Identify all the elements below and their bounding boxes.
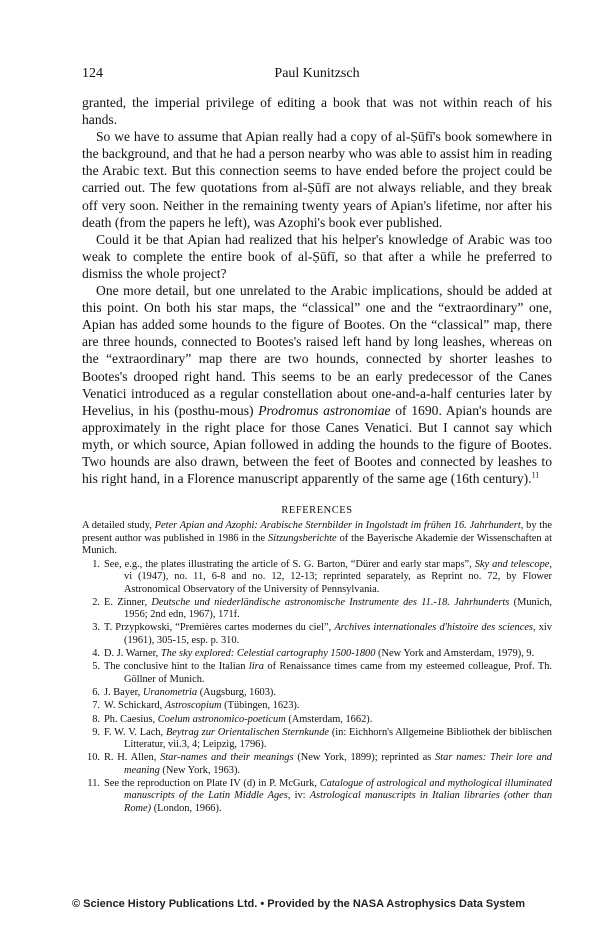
text-run: , iv: <box>287 790 310 802</box>
text-run: F. W. V. Lach, <box>104 726 166 738</box>
reference-item <box>82 648 552 660</box>
work-title: Star names: Their lore and meaning <box>124 752 552 776</box>
work-title: Catalogue of astrological and mythological illuminated manuscripts of the Latin Middle Ages <box>124 778 552 802</box>
text-run: , vi (1947), no. 11, 6-8 and no. 12, 12-13; reprinted separately, as Reprint no. 72, by Flower Astronomical Observatory of the University of Pennsylvania. <box>124 559 553 595</box>
text-run: See, e.g., the plates illustrating the article of S. G. Barton, “Dürer and early star maps”, <box>104 559 475 570</box>
paragraph: So we have to assume that Apian really had a copy of al-Ṣūfī's book somewhere in the background, and that he had a person nearby who was able to assist him in reading the Arabic text. But this connection seems to have ended before the project could be carried out. The few quotations from al-Ṣūfī are not always reliable, and they break off very soon. Neither in the remaining twenty years of Apian's lifetime, nor after his death (from the papers he left), was Azophi's book ever published. <box>82 129 552 230</box>
text-run: of the Bayerische Akademie der Wissenschaften at Munich. <box>82 532 552 557</box>
text-run: A detailed study, <box>82 520 155 531</box>
reference-text <box>104 648 552 660</box>
reference-text <box>104 687 552 699</box>
reference-number: 8. <box>92 713 100 725</box>
page-number: 124 <box>82 66 103 81</box>
paragraph <box>82 282 552 487</box>
reference-item <box>82 714 552 726</box>
reference-number: 3. <box>92 622 100 634</box>
text-run: J. Bayer, <box>104 686 143 698</box>
reference-text <box>104 714 552 726</box>
paragraph: Could it be that Apian had realized that his helper's knowledge of Arabic was too weak to complete the entire book of al-Ṣūfī, so that after a while he preferred to dismiss the whole project? <box>82 231 552 281</box>
text-run: (Amsterdam, 1662). <box>285 713 373 725</box>
work-title: Astrological manuscripts in Italian libraries (other than Rome) <box>124 790 553 814</box>
text-run: The conclusive hint to the Italian <box>104 661 249 673</box>
reference-text <box>104 597 552 622</box>
text-run: R. H. Allen, <box>104 752 161 764</box>
journal-title: Sitzungsberichte <box>267 532 337 544</box>
text-run: (Munich, 1956; 2nd edn, 1967), 171f. <box>124 596 552 621</box>
work-title: Beytrag zur Orientalischen Sternkunde <box>165 726 330 738</box>
reference-item <box>82 778 552 815</box>
reference-number: 11. <box>87 778 100 790</box>
reference-number: 6. <box>92 686 100 698</box>
book-title: Prodromus astronomiae <box>258 402 391 418</box>
reference-number: 5. <box>92 661 100 673</box>
text-run: D. J. Warner, <box>104 648 161 660</box>
work-title: Uranometria <box>142 686 198 698</box>
reference-text <box>104 778 552 815</box>
running-header <box>82 66 552 84</box>
reference-number: 2. <box>92 596 100 608</box>
reference-number: 7. <box>92 700 100 712</box>
reference-text <box>104 559 552 596</box>
reference-item <box>82 559 552 596</box>
work-title: Star-names and their meanings <box>160 752 294 764</box>
work-title: lira <box>248 661 264 673</box>
reference-text <box>104 700 552 712</box>
body-text <box>82 94 552 487</box>
work-title: Archives internationales d'histoire des sciences <box>334 622 533 634</box>
footnote-marker: 11 <box>531 470 540 480</box>
text-run: See the reproduction on Plate IV (d) in P. McGurk, <box>104 778 320 790</box>
reference-item <box>82 687 552 699</box>
work-title: Coelum astronomico-poeticum <box>157 713 286 725</box>
reference-list <box>82 559 552 816</box>
reference-text <box>104 752 552 777</box>
text-run: (in: Eichhorn's Allgemeine Bibliothek der biblischen Litteratur, vii.3, 4; Leipzig, 1796). <box>124 726 553 751</box>
reference-item <box>82 597 552 622</box>
reference-item <box>82 752 552 777</box>
work-title: The sky explored: Celestial cartography 1500-1800 <box>160 648 376 660</box>
work-title: Deutsche und niederländische astronomische Instrumente des 11.-18. Jahrhunderts <box>151 596 510 608</box>
reference-text <box>104 727 552 752</box>
reference-item <box>82 622 552 647</box>
text-run: of Renaissance times came from my esteemed colleague, Prof. Th. Göllner of Munich. <box>124 661 553 685</box>
text-run: of 1690. Apian's hounds are approximately in the right place for those Canes Venatici. But I cannot say which myth, or which source, Apian followed in adding the hounds to the figure of Bootes. Two hounds are also drawn, between the feet of Bootes and connected by leashes to his right hand, in a Florence manuscript apparently of the same age (16th century). <box>82 402 552 487</box>
text-run: (New York, 1963). <box>159 764 241 776</box>
text-run: (Augsburg, 1603). <box>197 686 276 698</box>
references-heading: REFERENCES <box>281 505 353 516</box>
footer-credit: © Science History Publications Ltd. • Provided by the NASA Astrophysics Data System <box>71 898 526 910</box>
work-title: Sky and telescope <box>474 559 550 570</box>
paragraph-continued: granted, the imperial privilege of editing a book that was not within reach of his hands. <box>82 95 552 128</box>
reference-item <box>82 727 552 752</box>
work-title: Peter Apian and Azophi: Arabische Sternbilder in Ingolstadt im frühen 16. Jahrhundert <box>154 520 521 531</box>
reference-text <box>104 622 552 647</box>
text-run: , by the present author was published in 1986 in the <box>82 520 552 544</box>
reference-item <box>82 700 552 712</box>
reference-number: 10. <box>87 752 100 764</box>
text-run: Ph. Caesius, <box>104 713 158 725</box>
work-title: Astroscopium <box>164 700 222 712</box>
text-run: (Tübingen, 1623). <box>221 700 300 712</box>
text-run: (New York, 1899); reprinted as <box>293 752 436 764</box>
text-run: One more detail, but one unrelated to the Arabic implications, should be added at this point. On both his star maps, the “classical” one and the “extraordinary” one, Apian has added some hounds to the figure of Bootes. On the “classical” map, there are three hounds, connected to Bootes's raised left hand by long leashes, whereas on the “extraordinary” map there are two hounds, connected by shorter leashes to Bootes's drooped right hand. This seems to be an early predecessor of the Canes Venatici introduced as a regular constellation about one-and-a-half centuries later by Hevelius, in his (posthu-mous) <box>82 283 552 418</box>
text-run: , xiv (1961), 305-15, esp. p. 310. <box>124 622 552 646</box>
running-head-author: Paul Kunitzsch <box>274 66 360 81</box>
reference-number: 1. <box>92 559 100 570</box>
text-run: (New York and Amsterdam, 1979), 9. <box>375 648 535 660</box>
text-run: T. Przypkowski, “Premières cartes modernes du ciel”, <box>104 622 335 634</box>
references-intro <box>82 520 552 558</box>
text-run: E. Zinner, <box>104 596 152 608</box>
reference-number: 9. <box>92 726 100 738</box>
text-run: (London, 1966). <box>151 802 222 814</box>
reference-item <box>82 661 552 686</box>
reference-text <box>104 661 552 686</box>
text-run: W. Schickard, <box>104 700 165 712</box>
reference-number: 4. <box>92 648 100 660</box>
